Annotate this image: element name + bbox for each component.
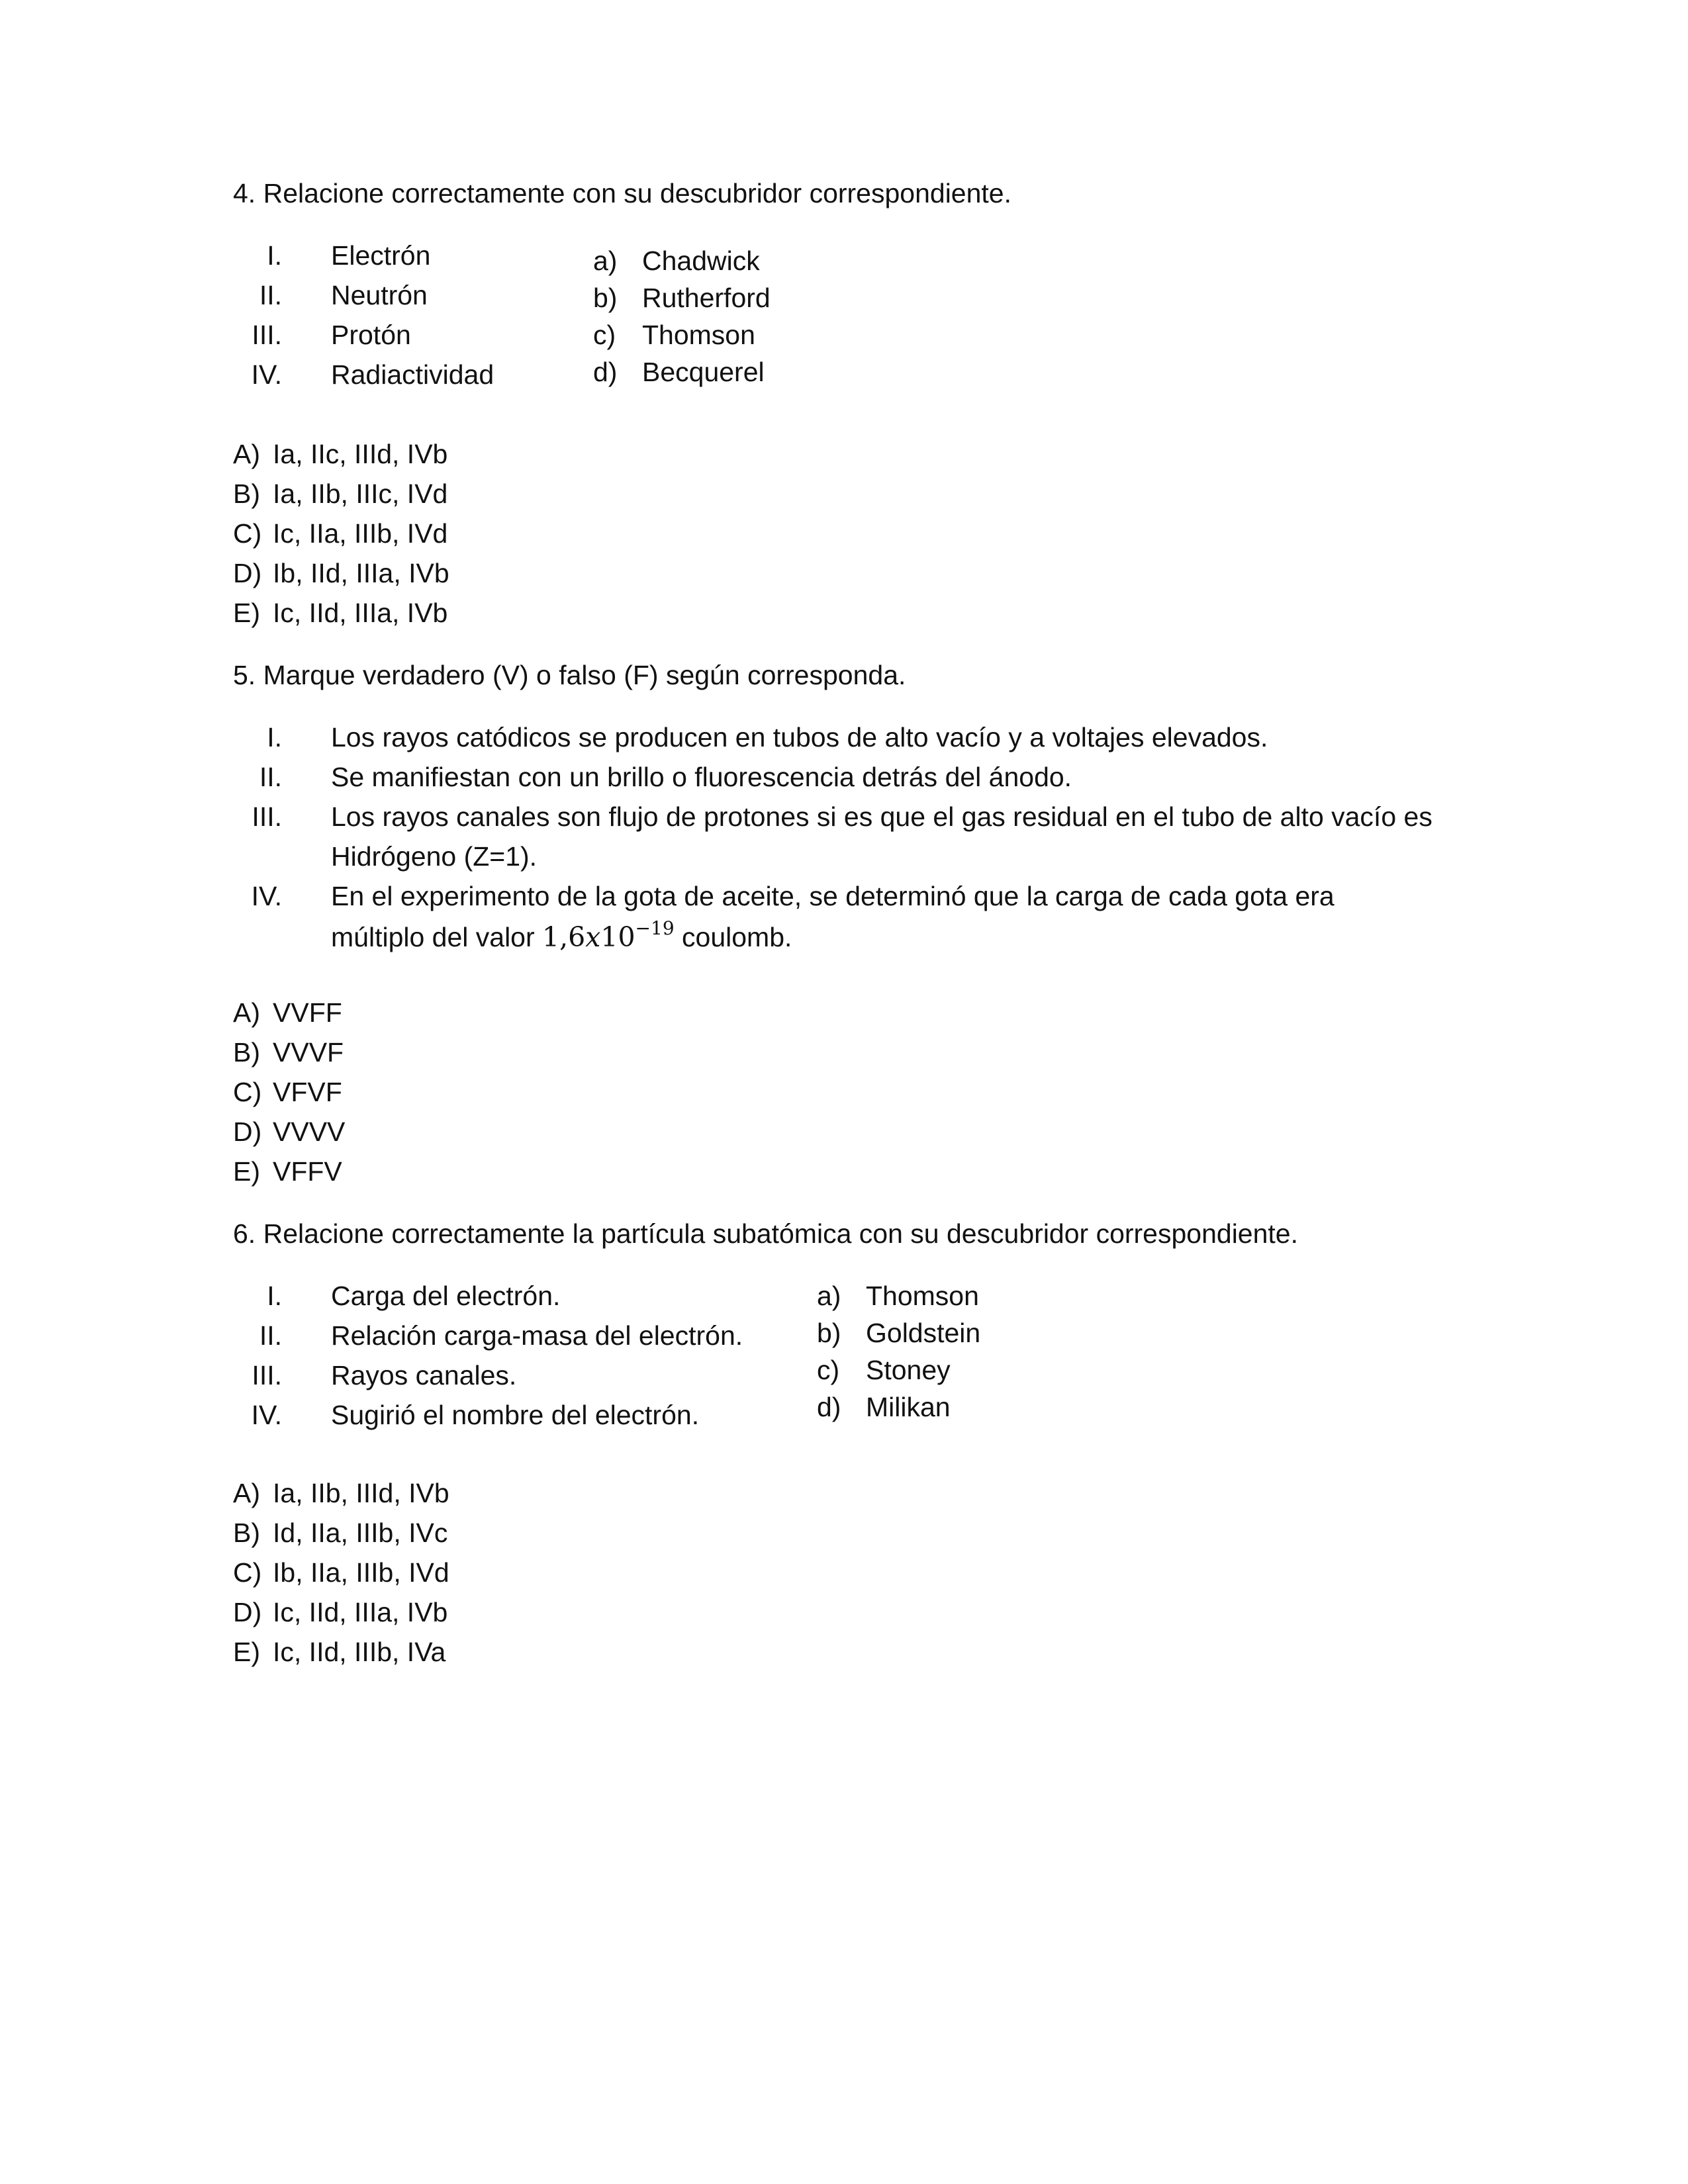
q4-match-d-letter: d) [593,357,618,387]
q6-match-a-letter: a) [817,1281,841,1311]
q4-item-2-text: Neutrón [331,280,428,310]
q6-item-2-number: II. [259,1320,282,1351]
q6-option-a-letter: A) [233,1478,260,1508]
q5-option-b-letter: B) [233,1037,260,1068]
q6-option-d[interactable] [233,1592,447,1632]
q4-match-a-name: Chadwick [642,246,760,276]
q6-item-2-text: Relación carga-masa del electrón. [331,1320,743,1351]
q4-match-b-letter: b) [593,283,618,313]
q6-match-d-name: Milikan [866,1392,951,1422]
q5-item-2-text: Se manifiestan con un brillo o fluorescencia detrás del ánodo. [331,762,1072,792]
q4-option-b[interactable] [233,474,447,514]
charge-exponent: −19 [635,917,675,939]
q4-option-a-letter: A) [233,439,260,469]
q5-option-e[interactable] [233,1152,342,1191]
q6-option-e[interactable] [233,1632,445,1672]
q5-option-b[interactable] [233,1032,344,1072]
q6-item-3-text: Rayos canales. [331,1360,517,1390]
q4-option-a-text: Ia, IIc, IIId, IVb [273,439,448,469]
q4-item-3-number: III. [252,320,282,350]
q5-item-3-text-line-2: Hidrógeno (Z=1). [331,841,538,872]
question-5-title: 5. Marque verdadero (V) o falso (F) según corresponda. [233,660,906,690]
q5-item-4-prefix: múltiplo del valor [331,922,543,952]
q6-match-b-name: Goldstein [866,1318,981,1348]
q4-option-a[interactable] [233,434,447,474]
q6-item-3-number: III. [252,1360,282,1390]
q6-option-b[interactable] [233,1513,447,1553]
q5-item-4-text-line-1: En el experimento de la gota de aceite, se determinó que la carga de cada gota era [331,881,1335,911]
q4-item-2-number: II. [259,280,282,310]
q5-option-c-text: VFVF [273,1077,342,1107]
charge-value-math: $1,6x10^{-19}$ [542,917,675,953]
q5-option-b-text: VVVF [273,1037,344,1068]
q5-option-a-letter: A) [233,997,260,1028]
q6-item-4-text: Sugirió el nombre del electrón. [331,1400,700,1430]
question-6-title: 6. Relacione correctamente la partícula subatómica con su descubridor correspondiente. [233,1218,1298,1249]
q4-item-1-text: Electrón [331,240,431,271]
q4-match-b-name: Rutherford [642,283,771,313]
q6-option-c[interactable] [233,1553,449,1592]
q4-option-e-text: Ic, IId, IIIa, IVb [273,598,448,628]
question-4-title: 4. Relacione correctamente con su descubridor correspondiente. [233,178,1011,208]
q4-match-a-letter: a) [593,246,618,276]
q6-match-b-letter: b) [817,1318,841,1348]
q4-option-d-text: Ib, IId, IIIa, IVb [273,558,449,588]
q6-option-e-text: Ic, IId, IIIb, IVa [273,1637,446,1667]
q4-match-c-name: Thomson [642,320,755,350]
q6-option-c-letter: C) [233,1557,262,1588]
q5-option-c-letter: C) [233,1077,262,1107]
q6-item-1-text: Carga del electrón. [331,1281,561,1311]
q5-option-d[interactable] [233,1112,345,1152]
q6-option-b-text: Id, IIa, IIIb, IVc [273,1518,448,1548]
q4-match-c-letter: c) [593,320,616,350]
q5-item-4-suffix: coulomb. [674,922,792,952]
q6-match-d-letter: d) [817,1392,841,1422]
q4-option-c[interactable] [233,514,447,553]
q6-match-c-name: Stoney [866,1355,951,1385]
q5-option-d-text: VVVV [273,1116,346,1147]
q4-option-c-letter: C) [233,518,262,549]
q4-option-d-letter: D) [233,558,262,588]
q6-option-d-text: Ic, IId, IIIa, IVb [273,1597,448,1627]
q6-item-1-number: I. [267,1281,282,1311]
q4-match-d-name: Becquerel [642,357,765,387]
q4-option-b-text: Ia, IIb, IIIc, IVd [273,478,448,509]
q5-item-4-number: IV. [251,881,282,911]
q5-item-2-number: II. [259,762,282,792]
q6-match-a-name: Thomson [866,1281,979,1311]
q4-item-1-number: I. [267,240,282,271]
q4-option-c-text: Ic, IIa, IIIb, IVd [273,518,448,549]
q6-option-c-text: Ib, IIa, IIIb, IVd [273,1557,449,1588]
q6-option-a-text: Ia, IIb, IIId, IVb [273,1478,449,1508]
q5-option-e-text: VFFV [273,1156,342,1187]
q4-item-4-text: Radiactividad [331,359,494,390]
q5-item-3-text-line-1: Los rayos canales son flujo de protones si es que el gas residual en el tubo de alto vacío es [331,801,1432,832]
q5-item-4-text-line-2 [331,917,792,957]
q5-item-3-number: III. [252,801,282,832]
q5-option-c[interactable] [233,1072,342,1112]
q5-option-a[interactable] [233,993,342,1032]
q4-item-4-number: IV. [251,359,282,390]
q6-match-c-letter: c) [817,1355,840,1385]
q5-option-d-letter: D) [233,1116,262,1147]
q5-item-1-text: Los rayos catódicos se producen en tubos de alto vacío y a voltajes elevados. [331,722,1268,752]
q4-option-e-letter: E) [233,598,260,628]
q4-item-3-text: Protón [331,320,411,350]
q5-item-1-number: I. [267,722,282,752]
q6-item-4-number: IV. [251,1400,282,1430]
q4-option-b-letter: B) [233,478,260,509]
q6-option-b-letter: B) [233,1518,260,1548]
q6-option-e-letter: E) [233,1637,260,1667]
q5-option-e-letter: E) [233,1156,260,1187]
q6-option-a[interactable] [233,1473,449,1513]
q5-option-a-text: VVFF [273,997,342,1028]
q6-option-d-letter: D) [233,1597,262,1627]
q4-option-e[interactable] [233,593,447,633]
q4-option-d[interactable] [233,553,449,593]
